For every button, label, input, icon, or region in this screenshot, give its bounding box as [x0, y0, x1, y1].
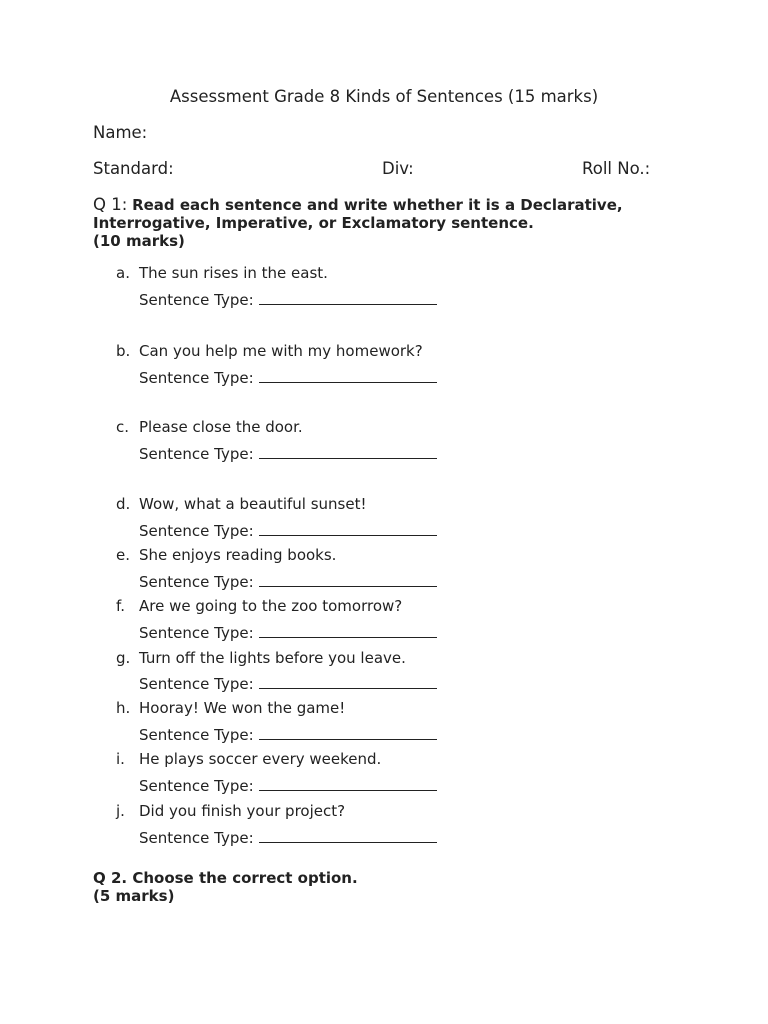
- answer-blank[interactable]: [259, 776, 437, 791]
- item-sentence: Turn off the lights before you leave.: [139, 649, 406, 667]
- question-1-number: Q 1:: [93, 195, 128, 214]
- list-item: [116, 649, 406, 667]
- list-item: [116, 264, 328, 282]
- page-title: Assessment Grade 8 Kinds of Sentences (15 marks): [169, 87, 599, 106]
- answer-blank[interactable]: [259, 828, 437, 843]
- answer-blank[interactable]: [259, 521, 437, 536]
- sentence-type-label: Sentence Type:: [139, 573, 254, 591]
- answer-blank[interactable]: [259, 444, 437, 459]
- question-1-heading: [93, 196, 693, 250]
- item-letter: c.: [116, 418, 130, 436]
- item-letter: g.: [116, 649, 131, 667]
- item-sentence: She enjoys reading books.: [139, 546, 337, 564]
- item-letter: d.: [116, 495, 131, 513]
- list-item: [116, 546, 336, 564]
- name-field-label: Name:: [93, 123, 148, 142]
- sentence-type-line: [139, 674, 437, 693]
- sentence-type-line: [139, 623, 437, 642]
- question-1-marks: (10 marks): [93, 232, 185, 250]
- item-letter: i.: [116, 750, 125, 768]
- sentence-type-label: Sentence Type:: [139, 777, 254, 795]
- roll-no-field-label: Roll No.:: [582, 159, 651, 178]
- item-letter: a.: [116, 264, 130, 282]
- item-sentence: Wow, what a beautiful sunset!: [139, 495, 367, 513]
- sentence-type-line: [139, 521, 437, 540]
- list-item: [116, 418, 303, 436]
- item-letter: j.: [116, 802, 125, 820]
- div-field-label: Div:: [382, 159, 414, 178]
- answer-blank[interactable]: [259, 725, 437, 740]
- sentence-type-line: [139, 444, 437, 463]
- sentence-type-label: Sentence Type:: [139, 829, 254, 847]
- item-sentence: He plays soccer every weekend.: [139, 750, 382, 768]
- item-letter: b.: [116, 342, 131, 360]
- item-sentence: Hooray! We won the game!: [139, 699, 346, 717]
- answer-blank[interactable]: [259, 572, 437, 587]
- sentence-type-label: Sentence Type:: [139, 726, 254, 744]
- sentence-type-label: Sentence Type:: [139, 369, 254, 387]
- sentence-type-line: [139, 776, 437, 795]
- item-sentence: Please close the door.: [139, 418, 303, 436]
- item-letter: f.: [116, 597, 125, 615]
- item-sentence: The sun rises in the east.: [139, 264, 328, 282]
- question-2-marks: (5 marks): [93, 887, 175, 905]
- question-2-heading: [93, 869, 358, 905]
- list-item: [116, 750, 381, 768]
- standard-field-label: Standard:: [93, 159, 174, 178]
- list-item: [116, 597, 402, 615]
- sentence-type-line: [139, 290, 437, 309]
- answer-blank[interactable]: [259, 368, 437, 383]
- list-item: [116, 342, 423, 360]
- item-letter: e.: [116, 546, 130, 564]
- item-sentence: Are we going to the zoo tomorrow?: [139, 597, 403, 615]
- sentence-type-line: [139, 828, 437, 847]
- item-letter: h.: [116, 699, 131, 717]
- question-2-text: Q 2. Choose the correct option.: [93, 869, 358, 887]
- sentence-type-label: Sentence Type:: [139, 291, 254, 309]
- item-sentence: Did you finish your project?: [139, 802, 346, 820]
- sentence-type-label: Sentence Type:: [139, 522, 254, 540]
- sentence-type-line: [139, 368, 437, 387]
- item-sentence: Can you help me with my homework?: [139, 342, 423, 360]
- answer-blank[interactable]: [259, 674, 437, 689]
- list-item: [116, 802, 345, 820]
- answer-blank[interactable]: [259, 290, 437, 305]
- sentence-type-label: Sentence Type:: [139, 675, 254, 693]
- answer-blank[interactable]: [259, 623, 437, 638]
- list-item: [116, 699, 345, 717]
- list-item: [116, 495, 367, 513]
- question-1-instruction: Read each sentence and write whether it is a Declarative, Interrogative, Imperative, or Exclamatory sentence.: [93, 196, 623, 232]
- sentence-type-label: Sentence Type:: [139, 624, 254, 642]
- sentence-type-line: [139, 725, 437, 744]
- sentence-type-line: [139, 572, 437, 591]
- sentence-type-label: Sentence Type:: [139, 445, 254, 463]
